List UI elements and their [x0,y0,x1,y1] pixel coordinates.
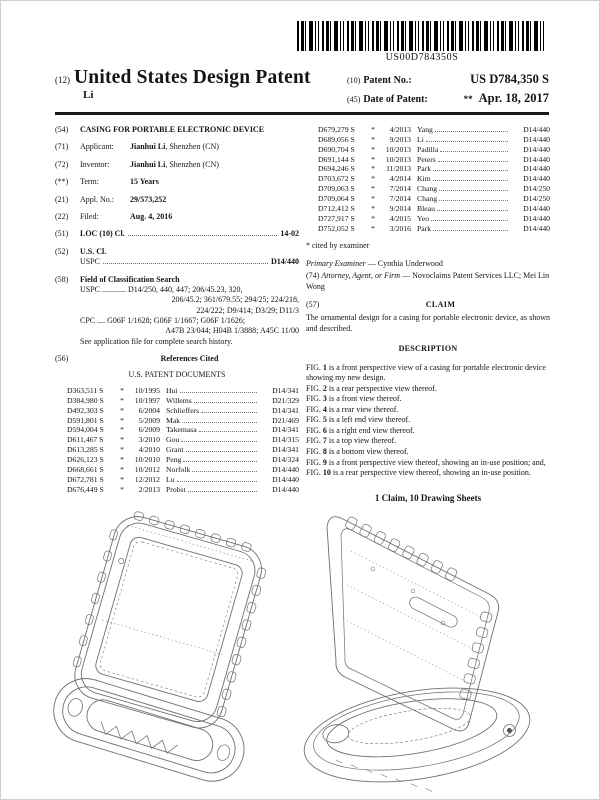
cited-patent-number: D363,511 S [67,386,104,396]
left-column [55,125,299,494]
cited-patent-name: Padilla [417,144,439,154]
cited-patent-date: 4/2015 [389,213,411,223]
cited-patent-number: D691,144 S [318,154,355,164]
cited-patent-number: D591,801 S [67,415,104,425]
section-code: (21) [55,194,69,204]
cited-patent-class: D21/469 [272,415,299,425]
fig-text: is a front view thereof. [328,394,402,404]
field-search-label: Field of Classification Search [80,274,180,284]
cited-patent-class: D21/329 [272,395,299,405]
cited-patent-date: 7/2014 [389,194,411,204]
cited-patent-name: Kim [417,174,431,184]
cited-patent-name: Probst [166,484,186,494]
patent-citation-row [306,224,550,234]
patent-citation-row [55,455,299,465]
examiner-cited-star: * [120,395,124,405]
cited-patent-name: Yeo [417,213,430,223]
header-divider-rule [55,112,549,115]
barcode-number: US00D784350S [385,52,459,63]
cited-patent-name: Grant [166,445,184,455]
patent-citation-row [306,125,550,135]
document-header [55,67,549,107]
examiner-cited-star: * [120,474,124,484]
section-code: (72) [55,159,69,169]
section-57-claim [306,300,550,310]
barcode-block [297,21,547,63]
cited-patent-name: Gou [166,435,180,445]
patent-citation-row [55,425,299,435]
cited-patent-date: 10/2013 [385,154,411,164]
dot-leader [435,131,508,132]
cited-patent-name: Mak [166,415,181,425]
patent-citation-row [55,435,299,445]
cited-patent-class: D14/341 [272,405,299,415]
dot-leader [426,141,508,142]
cited-patent-number: D626,123 S [67,455,104,465]
applicant-label: Applicant: [80,142,114,152]
primary-examiner-name: Cynthia Underwood [377,258,443,268]
cited-patent-name: Norfolk [166,464,191,474]
patent-citation-row [55,485,299,495]
applicant-name: Jianhui Li [130,142,166,152]
examiner-cited-star: * [120,455,124,465]
term-value: 15 Years [130,177,159,187]
patent-citation-row [55,475,299,485]
examiner-cited-star: * [371,203,375,213]
term-label: Term: [80,177,99,187]
figure-description [306,426,550,437]
loc-label: LOC (10) Cl. [80,229,125,239]
dot-leader [186,451,257,452]
field-uspc-line: USPC ............ D14/250, 440, 447; 206/45.23, 320, [80,284,243,294]
dot-leader [439,190,508,191]
claim-body: The ornamental design for a casing for portable electronic device, as shown and described. [306,313,550,333]
section-code: (51) [55,229,69,239]
fig-number: 10 [322,468,331,478]
figure-description [306,394,550,405]
figure-description [306,363,550,384]
fig-text: is a bottom view thereof. [328,446,409,456]
examiner-cited-star: * [120,464,124,474]
examiner-cited-star: * [371,184,375,194]
cited-patent-number: D384,980 S [67,395,104,405]
figure-description [306,415,550,426]
patent-no-label: Patent No.: [363,75,412,86]
dot-leader [199,431,257,432]
cited-patent-name: Yang [417,125,433,134]
dot-leader [440,151,508,152]
cited-patent-name: Willems [166,395,192,405]
us-patent-documents-list-left [55,386,299,494]
field-uspc-line: 206/45.2; 361/679.55; 294/25; 224/218, [171,295,299,305]
examiner-cited-star: * [371,164,375,174]
dot-leader [188,491,257,492]
fig-number: 1 [322,362,327,372]
invention-title: CASING FOR PORTABLE ELECTRONIC DEVICE [80,125,265,134]
cited-patent-date: 10/1995 [134,386,160,396]
examiner-cited-star: * [371,194,375,204]
cited-patent-class: D14/315 [272,435,299,445]
section-term [55,177,299,187]
fig-number: 3 [322,394,327,404]
examiner-cited-star: * [120,405,124,415]
patent-citation-row [55,396,299,406]
cited-patent-class: D14/440 [523,203,550,213]
references-cited-title: References Cited [160,354,219,364]
cited-patent-class: D14/440 [272,474,299,484]
dot-leader [192,471,257,472]
cited-patent-class: D14/341 [272,386,299,396]
primary-examiner-label: Primary Examiner [306,258,366,268]
figure-description [306,384,550,395]
examiner-cited-star: * [371,134,375,144]
dot-leader [433,180,508,181]
cited-patent-class: D14/440 [523,144,550,154]
patent-citation-row [306,214,550,224]
figure-description [306,447,550,458]
claims-sheets-summary: 1 Claim, 10 Drawing Sheets [374,492,482,503]
drawing-rear-perspective [293,499,561,797]
cited-patent-number: D712,412 S [318,203,355,213]
inventor-label: Inventor: [80,159,110,169]
cited-patent-name: Bleau [417,203,435,213]
cited-patent-number: D668,661 S [67,464,104,474]
patent-citation-row [306,204,550,214]
cited-patent-number: D752,052 S [318,223,355,233]
dot-leader [194,402,257,403]
cited-patent-number: D613,285 S [67,445,104,455]
patent-citation-row [306,184,550,194]
fig-text: is a front perspective view of a casing for portable electronic device showing my new design. [306,362,546,383]
examiner-cited-star: * [371,144,375,154]
section-51-loc [55,229,299,239]
applicant-location: , Shenzhen (CN) [165,142,219,152]
field-uspc-line: 224/222; D9/414; D3/29; D11/3 [196,305,299,315]
examiner-cited-star: * [120,445,124,455]
fig-prefix: FIG. [306,436,321,446]
field-cpc-line: A47B 23/044; H04B 1/3888; A45C 11/00 [165,326,299,336]
us-patent-documents-heading: U.S. PATENT DOCUMENTS [128,369,226,379]
appl-no-value: 29/573,252 [130,194,167,204]
cited-patent-class: D14/324 [272,455,299,465]
section-71-applicant [55,142,299,152]
drawing-front-perspective [51,501,296,796]
cited-patent-class: D14/250 [523,184,550,194]
em-dash: — [402,271,411,281]
examiner-cited-star: * [120,415,124,425]
section-54-title [55,125,299,135]
patent-number: US D784,350 S [470,72,549,86]
cited-patent-number: D727,917 S [318,213,355,223]
cited-patent-date: 3/2016 [389,223,411,233]
filed-date: Aug. 4, 2016 [130,211,173,221]
fig-text: is a rear perspective view thereof, showing an in-use position. [332,468,531,478]
cited-patent-date: 9/2014 [389,203,411,213]
cited-patent-number: D694,246 S [318,164,355,174]
cited-patent-class: D14/440 [523,174,550,184]
cited-patent-name: Park [417,164,432,174]
cited-patent-name: Chang [417,194,438,204]
fig-prefix: FIG. [306,362,321,372]
header-title-block [55,67,347,107]
cited-patent-number: D689,056 S [318,134,355,144]
search-history-note: See application file for complete search history. [80,336,233,346]
fig-number: 6 [322,425,327,435]
cited-patent-name: Li [417,134,424,144]
cited-by-examiner-note: * cited by examiner [306,241,370,251]
date-of-patent-label: Date of Patent: [363,93,428,105]
cited-patent-date: 4/2014 [389,174,411,184]
cited-patent-number: D594,004 S [67,425,104,435]
cited-patent-date: 4/2013 [389,125,411,134]
cited-patent-class: D14/440 [272,464,299,474]
dot-leader [431,220,508,221]
fig-text: is a left end view thereof. [328,415,411,425]
section-code: (22) [55,211,69,221]
cited-patent-number: D676,449 S [67,484,104,494]
examiner-cited-star: * [371,223,375,233]
fig-prefix: FIG. [306,446,321,456]
header-patent-info [347,67,549,107]
inventor-surname: Li [83,89,94,101]
fig-text: is a rear perspective view thereof. [328,383,437,393]
examiner-cited-star: * [120,484,124,494]
attorney-label: Attorney, Agent, or Firm [321,271,401,281]
em-dash: — [367,258,376,268]
dot-leader [181,441,257,442]
fig-text: is a front perspective view thereof, showing an in-use position; and, [328,457,546,467]
cited-patent-date: 6/2009 [138,425,160,435]
fig-number: 2 [322,383,327,393]
dot-leader [201,412,257,413]
cited-patent-class: D14/250 [523,194,550,204]
dot-leader [128,235,278,236]
patent-citation-row [55,416,299,426]
figure-description [306,405,550,416]
code-45: (45) [347,94,361,104]
section-21-appl-no [55,195,299,205]
cited-patent-name: Schlieffers [166,405,200,415]
uspc-label: USPC [80,257,101,267]
cited-patent-date: 9/2013 [389,134,411,144]
inventor-location: , Shenzhen (CN) [165,159,219,169]
cited-patent-date: 3/2010 [138,435,160,445]
fig-number: 4 [322,404,327,414]
cited-patent-date: 10/1997 [134,395,160,405]
cited-patent-date: 2/2013 [138,484,160,494]
section-code: (54) [55,125,69,134]
fig-text: is a right end view thereof. [328,425,415,435]
patent-citation-row [55,465,299,475]
examiner-cited-star: * [371,174,375,184]
examiner-cited-star: * [371,154,375,164]
dot-leader [439,200,508,201]
fig-prefix: FIG. [306,404,321,414]
description-heading: DESCRIPTION [398,344,458,354]
cited-patent-date: 12/2012 [134,474,160,484]
cited-patent-date: 7/2014 [389,184,411,194]
cited-patent-number: D492,303 S [67,405,104,415]
fig-prefix: FIG. [306,383,321,393]
section-56-references [55,354,299,364]
dot-leader [103,263,268,264]
fig-number: 7 [322,436,327,446]
cited-patent-class: D14/341 [272,425,299,435]
examiner-cited-star: * [371,213,375,223]
fig-prefix: FIG. [306,457,321,467]
cited-patent-date: 10/2010 [134,455,160,465]
dot-leader [177,481,257,482]
examiner-cited-star: * [120,386,124,396]
dot-leader [438,161,508,162]
dot-leader [182,422,257,423]
us-patent-documents-list-right [306,125,550,233]
primary-examiner-line [306,259,550,269]
section-code: (57) [306,300,320,310]
cited-patent-name: Takemasa [166,425,197,435]
figure-descriptions [306,363,550,479]
figure-description [306,458,550,469]
field-cpc-line: CPC .... G06F 1/1628; G06F 1/1667; G06F 1/1626; [80,316,246,326]
patent-citation-row [306,194,550,204]
section-22-filed [55,212,299,222]
dot-leader [183,461,257,462]
dot-leader [437,210,508,211]
fig-number: 9 [322,457,327,467]
dot-leader [433,230,508,231]
section-52-us-cl [55,247,299,268]
examiner-cited-star: * [120,425,124,435]
term-extension-stars: ** [463,93,473,104]
cited-patent-number: D690,704 S [318,144,355,154]
kind-code-12: (12) [55,75,70,85]
right-column [306,125,550,504]
section-code: (74) [306,271,320,281]
attorney-line [306,271,550,292]
section-code: (71) [55,142,69,152]
dot-leader [180,392,257,393]
patent-citation-row [55,445,299,455]
cited-patent-date: 10/2013 [385,144,411,154]
code-10: (10) [347,76,361,85]
attorney-firm-name: Novoclaims Patent Services LLC; Mei Lin Wong [306,271,550,291]
section-code: (52) [55,246,69,256]
cited-patent-class: D14/440 [523,154,550,164]
claim-heading: CLAIM [425,300,456,310]
cited-patent-class: D14/440 [523,213,550,223]
cited-patent-date: 10/2012 [134,464,160,474]
section-code: (**) [55,177,69,187]
figure-description [306,468,550,479]
appl-no-label: Appl. No.: [80,194,114,204]
cited-patent-number: D672,781 S [67,474,104,484]
fig-number: 8 [322,446,327,456]
figure-description [306,436,550,447]
examiner-cited-star: * [371,125,375,134]
barcode-image [297,21,547,51]
loc-class-value: 14-02 [280,229,299,239]
patent-citation-row [306,145,550,155]
patent-citation-row [306,164,550,174]
inventor-name: Jianhui Li [130,159,166,169]
cited-patent-number: D709,063 S [318,184,355,194]
dot-leader [433,170,508,171]
section-code: (58) [55,274,69,284]
cited-patent-number: D611,467 S [67,435,104,445]
cited-patent-name: Park [417,223,432,233]
cited-patent-class: D14/440 [523,223,550,233]
patent-citation-row [306,155,550,165]
fig-prefix: FIG. [306,425,321,435]
cited-patent-name: Hui [166,386,178,396]
fig-number: 5 [322,415,327,425]
patent-citation-row [306,174,550,184]
section-72-inventor [55,160,299,170]
cited-patent-class: D14/440 [523,125,550,134]
patent-date: Apr. 18, 2017 [478,90,549,105]
cited-patent-number: D679,279 S [318,125,355,134]
cited-patent-name: Peters [417,154,436,164]
cited-patent-name: Peng [166,455,182,465]
cited-patent-class: D14/440 [523,164,550,174]
cited-patent-class: D14/440 [272,484,299,494]
cited-patent-class: D14/440 [523,134,550,144]
cited-patent-class: D14/341 [272,445,299,455]
patent-citation-row [55,386,299,396]
filed-label: Filed: [80,211,99,221]
fig-prefix: FIG. [306,468,321,478]
section-58-field-of-search [55,275,299,348]
cited-patent-date: 11/2013 [386,164,411,174]
fig-text: is a top view thereof. [328,436,397,446]
cited-patent-date: 4/2010 [138,445,160,455]
fig-text: is a rear view thereof. [328,404,399,414]
cited-patent-date: 5/2009 [138,415,160,425]
us-cl-label: U.S. Cl. [80,246,107,256]
cited-patent-number: D703,672 S [318,174,355,184]
cited-patent-number: D709,064 S [318,194,355,204]
patent-citation-row [55,406,299,416]
fig-prefix: FIG. [306,394,321,404]
fig-prefix: FIG. [306,415,321,425]
uspc-class-value: D14/440 [271,257,299,267]
examiner-cited-star: * [120,435,124,445]
cited-patent-name: Lu [166,474,175,484]
cited-patent-date: 6/2004 [138,405,160,415]
patent-citation-row [306,135,550,145]
cited-patent-name: Chang [417,184,438,194]
section-code: (56) [55,354,69,364]
document-title: United States Design Patent [74,67,311,88]
